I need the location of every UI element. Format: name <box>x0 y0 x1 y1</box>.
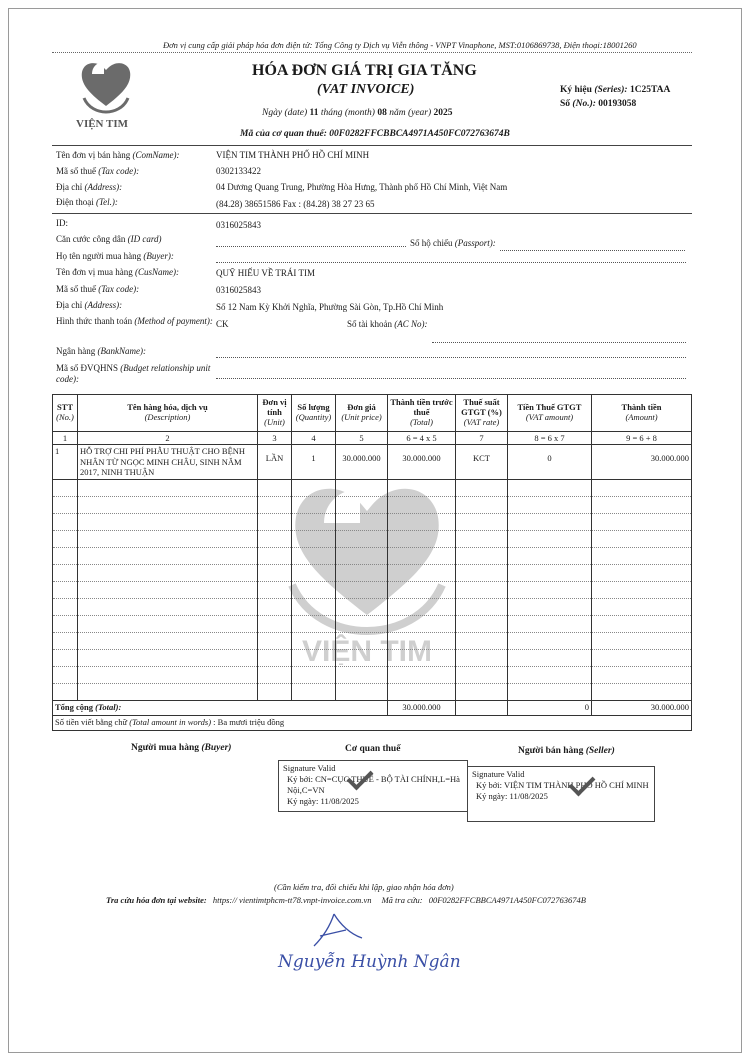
passport-field <box>500 250 685 251</box>
empty-cell <box>336 666 388 683</box>
empty-cell <box>508 615 592 632</box>
row-stt: 1 <box>53 445 78 480</box>
authority-sig-status: Signature Valid <box>283 763 336 773</box>
empty-cell <box>292 547 336 564</box>
header-quantity: Số lượng (Quantity) <box>292 395 336 432</box>
tax-authority-code: Mã của cơ quan thuế: 00F0282FFCBBCA4971A450FC072763674B <box>240 129 510 139</box>
empty-cell <box>258 649 292 666</box>
empty-cell <box>258 564 292 581</box>
row-unit-price: 30.000.000 <box>336 445 388 480</box>
empty-cell <box>456 615 508 632</box>
empty-cell <box>592 564 692 581</box>
empty-cell <box>292 513 336 530</box>
empty-cell <box>292 496 336 513</box>
empty-cell <box>258 479 292 496</box>
empty-cell <box>336 581 388 598</box>
authority-sig-date: Ký ngày: 11/08/2025 <box>287 796 359 807</box>
invoice-number: Số (No.): 00193058 <box>560 99 637 109</box>
empty-cell <box>53 632 78 649</box>
row-vat-amount: 0 <box>508 445 592 480</box>
empty-cell <box>53 683 78 700</box>
empty-cell <box>592 649 692 666</box>
empty-cell <box>292 530 336 547</box>
payment-label: Hình thức thanh toán (Method of payment): <box>56 316 213 326</box>
empty-cell <box>508 632 592 649</box>
empty-cell <box>292 649 336 666</box>
lookup-url[interactable]: https:// vientimtphcm-tt78.vnpt-invoice.com.vn <box>212 895 372 905</box>
empty-cell <box>292 683 336 700</box>
words-row <box>53 715 692 730</box>
passport-label: Số hộ chiếu (Passport): <box>410 238 496 248</box>
num-cell: 2 <box>78 432 258 445</box>
empty-cell <box>53 547 78 564</box>
account-field <box>432 342 686 343</box>
empty-cell <box>508 479 592 496</box>
empty-cell <box>456 547 508 564</box>
empty-cell <box>388 683 456 700</box>
buyer-tax-label: Mã số thuế (Tax code): <box>56 284 140 294</box>
empty-cell <box>53 649 78 666</box>
empty-cell <box>592 666 692 683</box>
empty-cell <box>292 564 336 581</box>
empty-cell <box>258 581 292 598</box>
seller-signature-box <box>467 766 655 822</box>
empty-cell <box>53 513 78 530</box>
row-unit: LẦN <box>258 445 292 480</box>
total-vat: 0 <box>508 700 592 715</box>
empty-cell <box>53 581 78 598</box>
buyer-name-field <box>216 262 686 263</box>
empty-cell <box>78 615 258 632</box>
total-label: Tổng cộng (Total): <box>53 700 388 715</box>
empty-cell <box>53 666 78 683</box>
seller-address-label: Địa chỉ (Address): <box>56 182 123 192</box>
empty-cell <box>53 564 78 581</box>
empty-cell <box>388 632 456 649</box>
total-rate-cell <box>456 700 508 715</box>
num-cell: 7 <box>456 432 508 445</box>
empty-cell <box>388 649 456 666</box>
header-divider <box>52 145 692 146</box>
empty-cell <box>456 581 508 598</box>
empty-cell <box>258 632 292 649</box>
buyer-name-label: Họ tên người mua hàng (Buyer): <box>56 251 174 261</box>
footer-note: (Cần kiểm tra, đối chiếu khi lập, giao nhận hóa đơn) <box>274 882 454 892</box>
empty-cell <box>592 598 692 615</box>
empty-cell <box>388 615 456 632</box>
budget-field <box>216 378 686 379</box>
empty-cell <box>336 564 388 581</box>
empty-cell <box>336 530 388 547</box>
empty-cell <box>78 598 258 615</box>
empty-cell <box>78 530 258 547</box>
empty-table-row <box>53 598 692 615</box>
empty-cell <box>592 581 692 598</box>
empty-cell <box>336 598 388 615</box>
empty-cell <box>388 666 456 683</box>
seller-tax: 0302133422 <box>216 166 261 176</box>
empty-cell <box>388 598 456 615</box>
seller-sig-date: Ký ngày: 11/08/2025 <box>476 791 548 802</box>
num-cell: 9 = 6 + 8 <box>592 432 692 445</box>
header-description: Tên hàng hóa, dịch vụ (Description) <box>78 395 258 432</box>
invoice-series: Ký hiệu (Series): 1C25TAA <box>560 85 671 95</box>
empty-cell <box>508 564 592 581</box>
empty-cell <box>78 683 258 700</box>
seller-name-label: Tên đơn vị bán hàng (ComName): <box>56 150 180 160</box>
bank-label: Ngân hàng (BankName): <box>56 346 146 356</box>
num-cell: 3 <box>258 432 292 445</box>
seller-sig-signer: Ký bởi: VIỆN TIM THÀNH PHỐ HỒ CHÍ MINH <box>476 780 649 791</box>
buyer-company-label: Tên đơn vị mua hàng (CusName): <box>56 267 179 277</box>
buyer-address-label: Địa chỉ (Address): <box>56 300 123 310</box>
empty-cell <box>388 547 456 564</box>
row-total: 30.000.000 <box>388 445 456 480</box>
empty-cell <box>592 513 692 530</box>
num-cell: 1 <box>53 432 78 445</box>
num-cell: 8 = 6 x 7 <box>508 432 592 445</box>
empty-cell <box>592 547 692 564</box>
empty-cell <box>78 581 258 598</box>
empty-cell <box>258 598 292 615</box>
row-amount: 30.000.000 <box>592 445 692 480</box>
header-total: Thành tiền trước thuế (Total) <box>388 395 456 432</box>
empty-cell <box>292 666 336 683</box>
empty-cell <box>456 496 508 513</box>
empty-cell <box>456 598 508 615</box>
empty-cell <box>336 496 388 513</box>
buyer-id-label: ID: <box>56 218 68 228</box>
empty-cell <box>292 581 336 598</box>
empty-cell <box>508 683 592 700</box>
invoice-subtitle: (VAT INVOICE) <box>317 82 415 97</box>
empty-cell <box>388 581 456 598</box>
num-cell: 6 = 4 x 5 <box>388 432 456 445</box>
buyer-idcard-label: Căn cước công dân (ID card) <box>56 234 162 244</box>
empty-cell <box>508 530 592 547</box>
seller-sig-status: Signature Valid <box>472 769 525 779</box>
empty-cell <box>388 564 456 581</box>
authority-signature-label: Cơ quan thuế <box>345 744 401 754</box>
num-cell: 4 <box>292 432 336 445</box>
empty-cell <box>508 581 592 598</box>
empty-table-row <box>53 513 692 530</box>
empty-cell <box>508 598 592 615</box>
empty-cell <box>53 530 78 547</box>
seller-phone: (84.28) 38651586 Fax : (84.28) 38 27 23 65 <box>216 199 375 209</box>
empty-cell <box>336 632 388 649</box>
empty-cell <box>53 496 78 513</box>
empty-cell <box>508 649 592 666</box>
budget-label: Mã số ĐVQHNS (Budget relationship unit code): <box>56 363 211 384</box>
items-table <box>52 394 692 731</box>
empty-cell <box>508 666 592 683</box>
total-amount: 30.000.000 <box>592 700 692 715</box>
empty-table-row <box>53 632 692 649</box>
handwritten-signature: Nguyễn Huỳnh Ngân <box>278 952 461 972</box>
seller-address: 04 Dương Quang Trung, Phường Hòa Hưng, Thành phố Hồ Chí Minh, Việt Nam <box>216 182 508 192</box>
empty-cell <box>336 547 388 564</box>
empty-cell <box>336 479 388 496</box>
empty-cell <box>388 513 456 530</box>
empty-cell <box>78 649 258 666</box>
empty-cell <box>258 547 292 564</box>
empty-cell <box>78 564 258 581</box>
empty-cell <box>456 632 508 649</box>
header-vat-rate: Thuế suất GTGT (%) (VAT rate) <box>456 395 508 432</box>
empty-cell <box>258 615 292 632</box>
empty-cell <box>258 683 292 700</box>
idcard-field <box>216 246 406 247</box>
empty-cell <box>456 479 508 496</box>
header-vat-amount: Tiền Thuế GTGT (VAT amount) <box>508 395 592 432</box>
lookup-code: 00F0282FFCBBCA4971A450FC072763674B <box>428 895 586 905</box>
empty-cell <box>592 683 692 700</box>
num-cell: 5 <box>336 432 388 445</box>
empty-cell <box>388 479 456 496</box>
empty-table-row <box>53 615 692 632</box>
empty-cell <box>592 615 692 632</box>
empty-cell <box>508 547 592 564</box>
seller-divider <box>52 213 692 214</box>
account-label: Số tài khoản (AC No): <box>347 319 428 329</box>
empty-cell <box>336 649 388 666</box>
empty-rows <box>53 479 692 700</box>
row-quantity: 1 <box>292 445 336 480</box>
empty-cell <box>78 479 258 496</box>
empty-cell <box>456 683 508 700</box>
empty-cell <box>258 513 292 530</box>
empty-cell <box>292 615 336 632</box>
empty-table-row <box>53 496 692 513</box>
total-before-tax: 30.000.000 <box>388 700 456 715</box>
empty-table-row <box>53 581 692 598</box>
empty-cell <box>336 615 388 632</box>
empty-cell <box>508 513 592 530</box>
empty-cell <box>456 564 508 581</box>
empty-cell <box>53 598 78 615</box>
empty-cell <box>258 530 292 547</box>
invoice-title: HÓA ĐƠN GIÁ TRỊ GIA TĂNG <box>252 62 477 79</box>
empty-cell <box>292 632 336 649</box>
buyer-company: QUỸ HIẾU VỀ TRÁI TIM <box>216 268 315 278</box>
empty-cell <box>258 496 292 513</box>
empty-table-row <box>53 479 692 496</box>
empty-cell <box>292 598 336 615</box>
empty-cell <box>78 496 258 513</box>
provider-note: Đơn vị cung cấp giải pháp hóa đơn điện tử: Tổng Công ty Dịch vụ Viễn thông - VNPT Vinaphone, MST:0106869738, Điện thoại:18001260 <box>163 40 637 50</box>
empty-cell <box>78 666 258 683</box>
empty-cell <box>292 479 336 496</box>
empty-cell <box>508 496 592 513</box>
empty-cell <box>336 683 388 700</box>
empty-cell <box>53 615 78 632</box>
empty-table-row <box>53 547 692 564</box>
authority-signature-box <box>278 760 468 812</box>
seller-name: VIỆN TIM THÀNH PHỐ HỒ CHÍ MINH <box>216 150 370 160</box>
payment-method: CK <box>216 319 229 329</box>
empty-cell <box>592 496 692 513</box>
invoice-date: Ngày (date) 11 tháng (month) 08 năm (year) 2025 <box>262 108 453 118</box>
empty-table-row <box>53 649 692 666</box>
empty-cell <box>592 530 692 547</box>
empty-cell <box>456 513 508 530</box>
row-description: HỖ TRỢ CHI PHÍ PHẪU THUẬT CHO BỆNH NHÂN TỪ NGỌC MINH CHÂU, SINH NĂM 2017, NINH THUẬN <box>78 445 258 480</box>
empty-cell <box>592 632 692 649</box>
empty-cell <box>456 530 508 547</box>
empty-table-row <box>53 564 692 581</box>
buyer-tax: 0316025843 <box>216 285 261 295</box>
empty-cell <box>78 632 258 649</box>
empty-cell <box>78 547 258 564</box>
buyer-address: Số 12 Nam Kỳ Khởi Nghĩa, Phường Sài Gòn, Tp.Hồ Chí Minh <box>216 302 444 312</box>
empty-table-row <box>53 683 692 700</box>
empty-cell <box>388 530 456 547</box>
empty-cell <box>388 496 456 513</box>
bank-field <box>216 357 686 358</box>
seller-tax-label: Mã số thuế (Tax code): <box>56 166 140 176</box>
authority-sig-signer: Ký bởi: CN=CỤC THUẾ - BỘ TÀI CHÍNH,L=Hà Nội,C=VN <box>287 774 460 796</box>
numbering-row <box>53 432 692 445</box>
empty-cell <box>456 666 508 683</box>
seller-signature-label: Người bán hàng (Seller) <box>518 746 615 756</box>
table-row <box>53 445 692 480</box>
amount-in-words: Số tiền viết bằng chữ (Total amount in words) : Ba mươi triệu đồng <box>53 715 692 730</box>
header-unit-price: Đơn giá (Unit price) <box>336 395 388 432</box>
heart-logo-icon <box>70 54 142 116</box>
watermark-text: VIỆN TIM <box>301 635 433 665</box>
empty-cell <box>336 513 388 530</box>
lookup-line: Tra cứu hóa đơn tại website: https:// vientimtphcm-tt78.vnpt-invoice.com.vn Mã tra cứu: 00F0282FFCBBCA4971A450FC072763674B <box>106 895 586 905</box>
total-row <box>53 700 692 715</box>
header-stt: STT (No.) <box>53 395 78 432</box>
buyer-signature-label: Người mua hàng (Buyer) <box>131 743 232 753</box>
empty-cell <box>258 666 292 683</box>
empty-cell <box>456 649 508 666</box>
empty-cell <box>78 513 258 530</box>
row-vat-rate: KCT <box>456 445 508 480</box>
empty-table-row <box>53 666 692 683</box>
header-unit: Đơn vị tính (Unit) <box>258 395 292 432</box>
handwritten-flourish-icon <box>306 912 366 952</box>
provider-divider <box>52 52 692 53</box>
seller-phone-label: Điện thoại (Tel.): <box>56 197 118 207</box>
empty-cell <box>592 479 692 496</box>
table-header-row <box>53 395 692 432</box>
header-amount: Thành tiền (Amount) <box>592 395 692 432</box>
empty-cell <box>53 479 78 496</box>
logo-text: VIỆN TIM <box>76 118 129 130</box>
buyer-id: 0316025843 <box>216 220 261 230</box>
empty-table-row <box>53 530 692 547</box>
